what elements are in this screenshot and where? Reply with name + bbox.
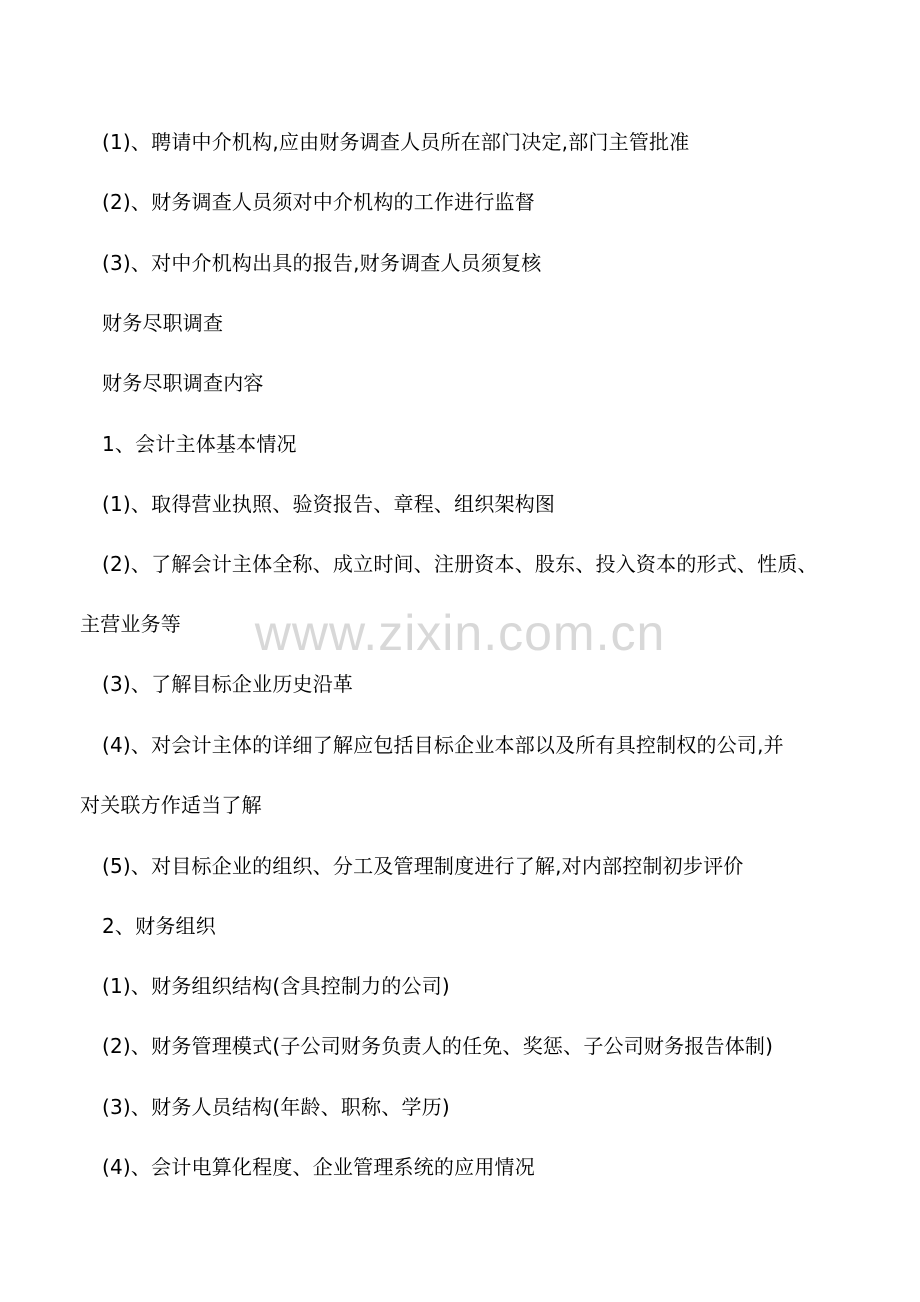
paragraph-line: (3)、了解目标企业历史沿革 <box>102 672 354 696</box>
paragraph-line: (1)、取得营业执照、验资报告、章程、组织架构图 <box>102 492 556 516</box>
section-heading: 财务尽职调查 <box>102 311 224 335</box>
paragraph-line: (4)、会计电算化程度、企业管理系统的应用情况 <box>102 1155 535 1179</box>
paragraph-line: (2)、了解会计主体全称、成立时间、注册资本、股东、投入资本的形式、性质、 <box>102 552 818 576</box>
paragraph-line: (2)、财务管理模式(子公司财务负责人的任免、奖惩、子公司财务报告体制) <box>102 1034 774 1058</box>
paragraph-line: (1)、聘请中介机构,应由财务调查人员所在部门决定,部门主管批准 <box>102 130 690 154</box>
paragraph-line: (1)、财务组织结构(含具控制力的公司) <box>102 974 450 998</box>
paragraph-line: (5)、对目标企业的组织、分工及管理制度进行了解,对内部控制初步评价 <box>102 854 744 878</box>
paragraph-line: 主营业务等 <box>80 612 181 636</box>
section-heading: 财务尽职调查内容 <box>102 371 264 395</box>
paragraph-line: (3)、财务人员结构(年龄、职称、学历) <box>102 1095 450 1119</box>
section-heading: 1、会计主体基本情况 <box>102 432 297 456</box>
paragraph-line: 对关联方作适当了解 <box>80 793 262 817</box>
watermark: www.zixin.com.cn <box>254 605 666 661</box>
paragraph-line: (2)、财务调查人员须对中介机构的工作进行监督 <box>102 190 535 214</box>
paragraph-line: (3)、对中介机构出具的报告,财务调查人员须复核 <box>102 251 542 275</box>
paragraph-line: (4)、对会计主体的详细了解应包括目标企业本部以及所有具控制权的公司,并 <box>102 733 784 757</box>
section-heading: 2、财务组织 <box>102 914 216 938</box>
